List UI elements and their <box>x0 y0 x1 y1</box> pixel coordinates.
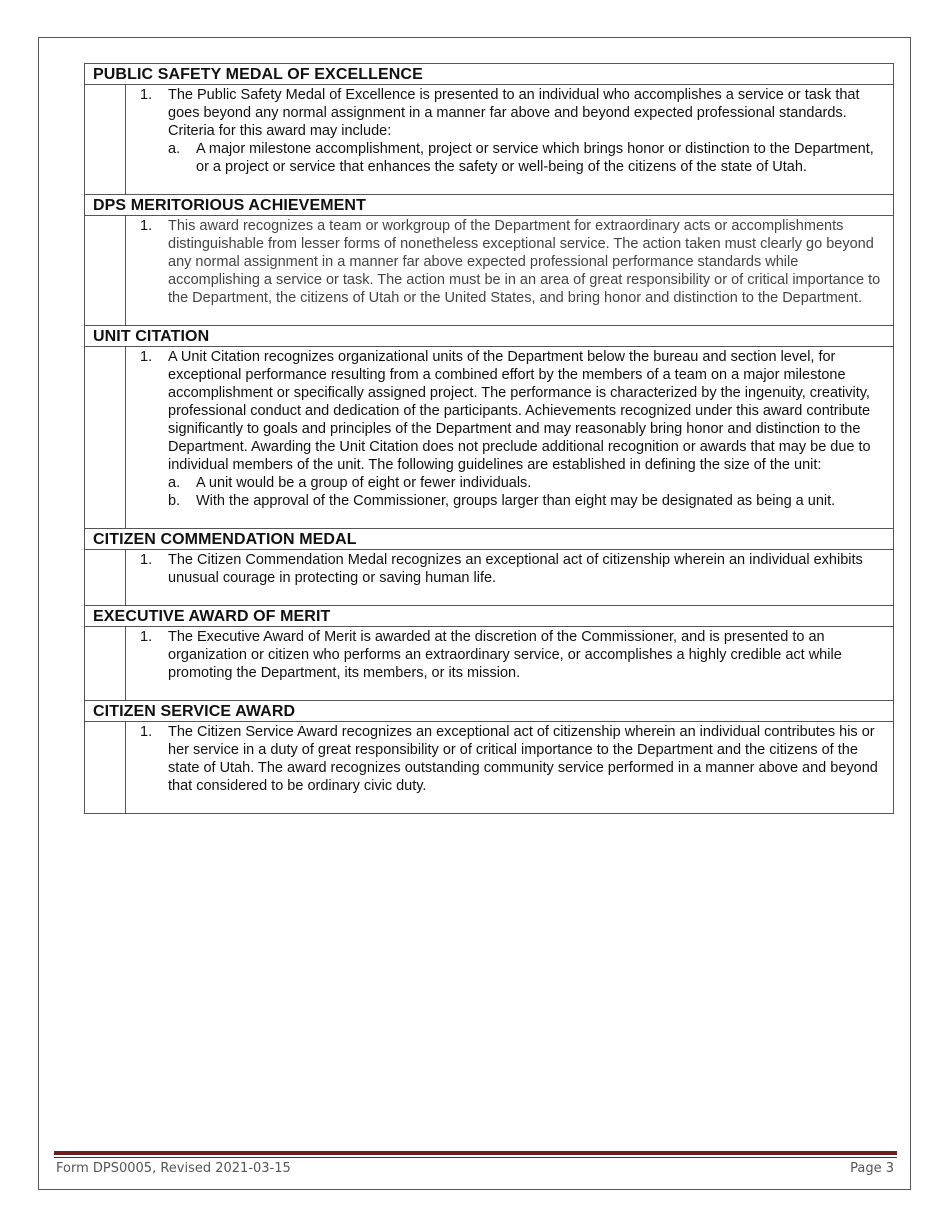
item-text: The Executive Award of Merit is awarded at the discretion of the Commissioner, and is presented to an organization or citizen who performs an extraordinary service, or accomplishes a highly credible act while promoting the Department, its members, or its mission. <box>168 629 842 681</box>
awards-table <box>84 63 894 814</box>
section-row <box>85 347 894 529</box>
section-header <box>85 606 894 627</box>
footer-rule <box>54 1151 897 1155</box>
indent-cell <box>85 85 126 195</box>
sub-item-text: A major milestone accomplishment, project or service which brings honor or distinction to the Department, or a project or service that enhances the safety or well-being of the citizens of the state of Utah. <box>196 141 874 175</box>
section-title: EXECUTIVE AWARD OF MERIT <box>85 606 894 627</box>
item-text: This award recognizes a team or workgroup of the Department for extraordinary acts or accomplishments distinguishable from lesser forms of nonetheless exceptional service. The action taken must clearly go beyond any normal assignment in a manner far above expected professional performance standards while accomplishing a service or task. The action must be in an area of great responsibility or of critical importance to the Department, the citizens of Utah or the United States, and bring honor and distinction to the Department. <box>168 218 881 306</box>
sub-item <box>168 492 885 510</box>
form-revision-label: Form DPS0005, Revised 2021-03-15 <box>56 1161 291 1176</box>
page-number: Page 3 <box>850 1161 894 1176</box>
list-item <box>134 551 885 587</box>
section-row <box>85 216 894 326</box>
indent-cell <box>85 347 126 529</box>
sub-item-letter: b. <box>168 493 181 509</box>
section-body <box>126 216 894 326</box>
footer-rule-thin <box>54 1157 897 1158</box>
item-number: 1. <box>140 218 153 234</box>
item-number: 1. <box>140 629 153 645</box>
item-number: 1. <box>140 724 153 740</box>
section-title: UNIT CITATION <box>85 326 894 347</box>
indent-cell <box>85 216 126 326</box>
list-item <box>134 628 885 682</box>
section-row <box>85 550 894 606</box>
sub-item-text: With the approval of the Commissioner, groups larger than eight may be designated as being a unit. <box>196 493 836 509</box>
section-row <box>85 722 894 814</box>
indent-cell <box>85 627 126 701</box>
section-title: CITIZEN SERVICE AWARD <box>85 701 894 722</box>
indent-cell <box>85 722 126 814</box>
section-row <box>85 85 894 195</box>
item-number: 1. <box>140 552 153 568</box>
section-body <box>126 85 894 195</box>
section-header <box>85 64 894 85</box>
list-item <box>134 723 885 795</box>
item-number: 1. <box>140 87 153 103</box>
item-text: The Public Safety Medal of Excellence is presented to an individual who accomplishes a service or task that goes beyond any normal assignment in a manner far above and beyond expected professional standards. Criteria for this award may include: <box>168 87 860 139</box>
sub-item-letter: a. <box>168 141 181 157</box>
item-text: The Citizen Commendation Medal recognizes an exceptional act of citizenship wherein an individual exhibits unusual courage in protecting or saving human life. <box>168 552 863 586</box>
section-header <box>85 195 894 216</box>
sub-item <box>168 474 885 492</box>
section-header <box>85 326 894 347</box>
item-number: 1. <box>140 349 153 365</box>
section-body <box>126 627 894 701</box>
item-text: A Unit Citation recognizes organizational units of the Department below the bureau and section level, for exceptional performance resulting from a combined effort by the members of a team on a major milestone accomplishment or specifically assigned project. The performance is characterized by the ingenuity, creativity, professional conduct and dedication of the participants. Achievements recognized under this award contribute significantly to goals and principles of the Department and may reasonably bring honor and distinction to the Department. Awarding the Unit Citation does not preclude additional recognition or awards that may be due to individual members of the unit. The following guidelines are established in defining the size of the unit: <box>168 349 871 473</box>
section-header <box>85 701 894 722</box>
list-item <box>134 348 885 510</box>
list-item <box>134 217 885 307</box>
section-title: PUBLIC SAFETY MEDAL OF EXCELLENCE <box>85 64 894 85</box>
section-header <box>85 529 894 550</box>
sub-item-text: A unit would be a group of eight or fewer individuals. <box>196 475 532 491</box>
item-text: The Citizen Service Award recognizes an exceptional act of citizenship wherein an individual contributes his or her service in a duty of great responsibility or of critical importance to the Department and the citizens of the state of Utah. The award recognizes outstanding community service performed in a manner above and beyond that considered to be ordinary civic duty. <box>168 724 878 794</box>
section-body <box>126 722 894 814</box>
section-body <box>126 347 894 529</box>
sub-item-letter: a. <box>168 475 181 491</box>
sub-item <box>168 140 885 176</box>
section-body <box>126 550 894 606</box>
section-title: CITIZEN COMMENDATION MEDAL <box>85 529 894 550</box>
section-row <box>85 627 894 701</box>
list-item <box>134 86 885 176</box>
indent-cell <box>85 550 126 606</box>
section-title: DPS MERITORIOUS ACHIEVEMENT <box>85 195 894 216</box>
